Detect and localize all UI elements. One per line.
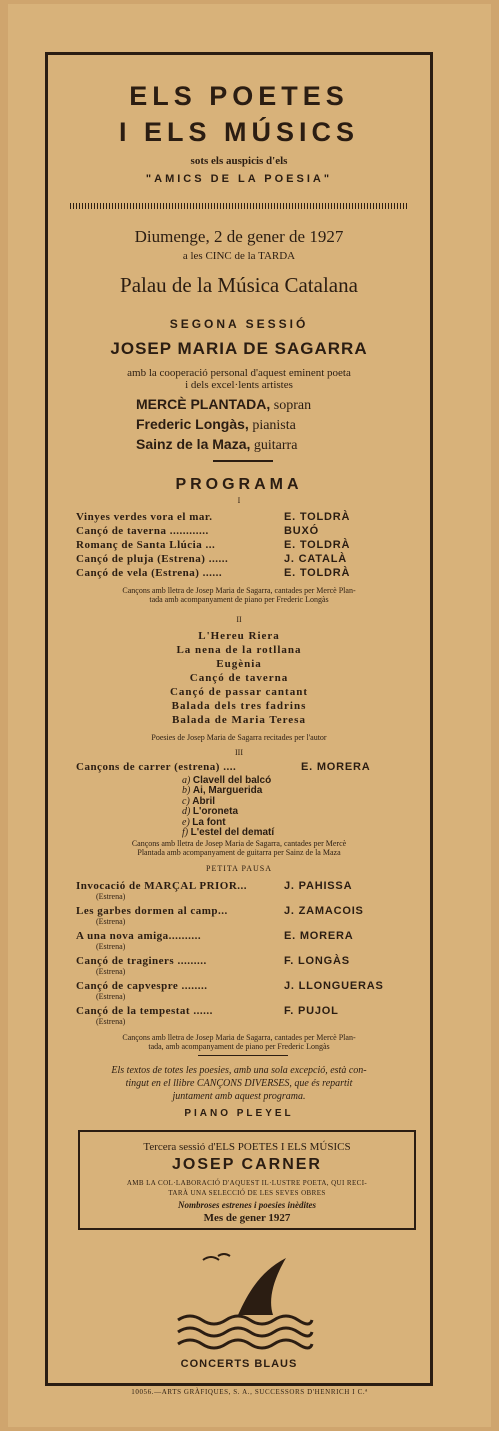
next-session-box [78,1130,416,1230]
list-text: Ai, Marguerida [192,785,263,797]
composer-name: J. ZAMACOIS [284,905,364,917]
composer-name: E. TOLDRÀ [284,511,351,523]
song-title: Invocació de MARÇAL PRIOR... [76,880,248,892]
song-title: Romanç de Santa Llúcia ... [76,539,216,551]
cooperation-line-1: amb la cooperació personal d'aquest eminent poeta [127,367,351,379]
event-venue: Palau de la Música Catalana [120,273,358,297]
texts-note-line-2: tingut en el llibre CANÇONS DIVERSES, que és repartit [125,1078,353,1089]
next-session-line-4: Nombroses estrenes i poesies inèdites [178,1200,316,1210]
song-title: Les garbes dormen al camp... [76,905,228,917]
texts-note-line-3: juntament amb aquest programa. [172,1091,306,1102]
next-session-line-2: AMB LA COL·LABORACIÓ D'AQUEST IL·LUSTRE POETA, QUI RECI- [126,1179,368,1187]
poem-title: Cançó de taverna [189,672,289,684]
song-title: Cançó de vela (Estrena) ...... [76,567,223,579]
list-text: Abril [192,795,216,807]
part-1-note-line-1: Cançons amb lletra de Josep Maria de Sagarra, cantades per Mercè Plan- [122,586,356,595]
poem-title: Balada dels tres fadrins [171,700,307,712]
song-title: Vinyes verdes vora el mar. [76,511,213,523]
divider-rule [213,460,273,462]
poem-title: L'Hereu Riera [198,630,280,642]
society-name: "AMICS DE LA POESIA" [145,173,333,185]
artist-name: Sainz de la Maza, [136,436,251,452]
part-1-label: I [237,496,241,505]
event-date: Diumenge, 2 de gener de 1927 [134,227,344,246]
list-text: Clavell del balcó [192,775,272,786]
list-letter: c) [182,795,190,807]
poet-name: JOSEP MARIA DE SAGARRA [110,339,368,358]
composer-name: J. PAHISSA [284,880,353,892]
next-session-line-3: TARÀ UNA SELECCIÓ DE LES SEVES OBRES [168,1189,326,1197]
poem-title: Balada de Maria Teresa [172,714,306,726]
event-time: a les CINC de la TARDA [182,250,296,262]
pause-label: PETITA PAUSA [206,864,272,873]
song-title: Cançons de carrer (estrena) .... [76,761,237,773]
song-title: Cançó de la tempestat ...... [76,1005,213,1017]
list-text: L'estel del dematí [190,827,275,839]
part-4-note-line-1: Cançons amb lletra de Josep Maria de Sagarra, cantades per Mercè Plan- [122,1033,356,1042]
composer-name: J. CATALÀ [284,553,348,565]
artist-role: pianista [252,418,296,433]
premiere-note: (Estrena) [96,892,126,901]
composer-name: E. TOLDRÀ [284,539,351,551]
ornamental-divider [70,203,408,209]
artist-row [136,396,311,414]
composer-name: E. MORERA [284,930,354,942]
part-3-label: III [235,748,243,757]
list-letter: d) [182,806,191,818]
poem-title: La nena de la rotllana [176,644,302,656]
composer-name: F. LONGÀS [284,955,350,967]
logo-caption: CONCERTS BLAUS [180,1358,298,1370]
artist-name: MERCÈ PLANTADA, [136,396,271,412]
composer-name: J. LLONGUERAS [284,980,384,992]
artist-role: sopran [273,398,312,413]
next-session-line-1: Tercera sessió d'ELS POETES I ELS MÚSICS [143,1141,351,1153]
divider-rule [198,1055,288,1056]
part-3-note-line-1: Cançons amb lletra de Josep Maria de Sagarra, cantades per Mercè [131,839,347,848]
premiere-note: (Estrena) [96,917,126,926]
piano-credit: PIANO PLEYEL [184,1108,294,1119]
list-letter: a) [182,775,191,786]
poem-title: Cançó de passar cantant [169,686,308,698]
next-session-date: Mes de gener 1927 [203,1212,291,1224]
title-line-1: ELS POETES [129,81,349,111]
composer-name: E. MORERA [301,761,371,773]
song-title: Cançó de pluja (Estrena) ...... [76,553,229,565]
list-item [182,828,274,838]
artist-role: guitarra [253,438,298,453]
artist-name: Frederic Longàs, [136,416,249,432]
composer-name: F. PUJOL [284,1005,339,1017]
premiere-note: (Estrena) [96,992,126,1001]
program-frame [45,52,433,1386]
title-line-2: I ELS MÚSICS [118,117,360,147]
printer-credit: 10056.—ARTS GRÀFIQUES, S. A., SUCCESSORS D'HENRICH I C.ª [131,1388,368,1396]
next-session-poet: JOSEP CARNER [172,1156,322,1173]
list-text: La font [192,816,226,828]
premiere-note: (Estrena) [96,1017,126,1026]
texts-note-line-1: Els textos de totes les poesies, amb una sola excepció, està con- [111,1065,367,1076]
list-letter: e) [182,816,190,828]
session-label: SEGONA SESSIÓ [169,317,309,331]
artist-row [136,436,297,454]
concerts-blaus-logo-icon [168,1240,318,1355]
artist-row [136,416,296,434]
cooperation-line-2: i dels excel·lents artistes [185,379,293,391]
sub-song-list [182,776,274,838]
song-title: Cançó de capvespre ........ [76,980,208,992]
list-letter: b) [182,785,191,797]
song-title: Cançó de traginers ......... [76,955,207,967]
part-2-label: II [236,615,242,624]
part-1-note-line-2: tada amb acompanyament de piano per Frederic Longàs [149,595,329,604]
auspices-text: sots els auspicis d'els [190,155,288,167]
programa-title: PROGRAMA [175,476,303,493]
composer-name: E. TOLDRÀ [284,567,351,579]
part-2-note: Poesies de Josep Maria de Sagarra recitades per l'autor [151,733,327,742]
list-letter: f) [182,827,189,839]
list-text: L'oroneta [192,806,238,818]
part-4-note-line-2: tada, amb acompanyament de piano per Frederic Longàs [148,1042,330,1051]
premiere-note: (Estrena) [96,967,126,976]
poem-title: Eugènia [216,658,262,670]
premiere-note: (Estrena) [96,942,126,951]
song-title: A una nova amiga.......... [76,930,202,942]
song-title: Cançó de taverna ............ [76,525,209,537]
composer-name: BUXÓ [284,525,319,537]
part-3-note-line-2: Plantada amb acompanyament de guitarra per Sainz de la Maza [137,848,341,857]
